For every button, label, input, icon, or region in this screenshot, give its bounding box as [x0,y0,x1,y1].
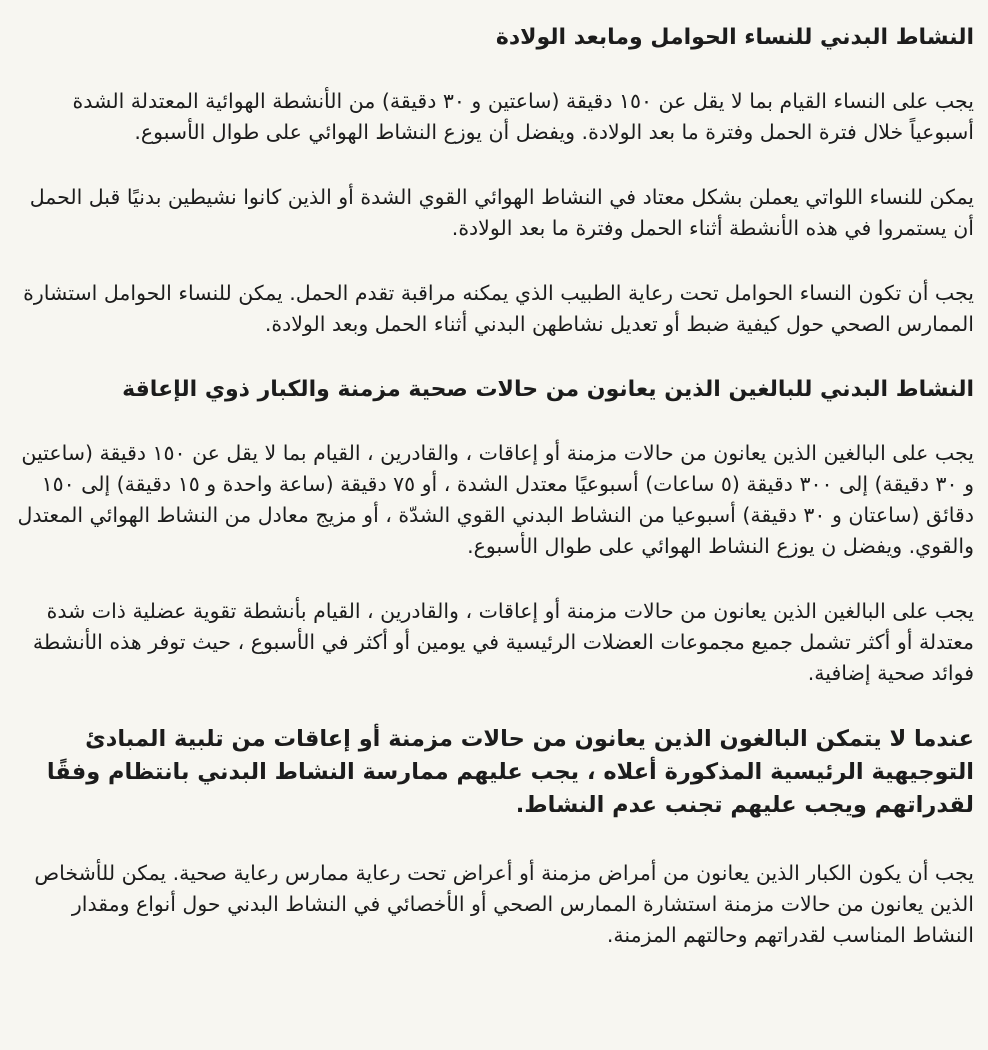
section-heading-pregnancy: النشاط البدني للنساء الحوامل ومابعد الولادة [495,25,974,50]
section-heading-when-unable: عندما لا يتمكن البالغون الذين يعانون من حالات مزمنة أو إعاقات من تلبية المبادئ التوجيهية الرئيسية المذكورة أعلاه ، يجب عليهم ممارسة النشاط البدني بانتظام وفقًا لقدراتهم ويجب عليهم تجنب عدم النشاط. [46,726,974,818]
section-heading-chronic-conditions: النشاط البدني للبالغين الذين يعانون من حالات صحية مزمنة والكبار ذوي الإعاقة [122,377,974,402]
paragraph-chronic-2: يجب على البالغين الذين يعانون من حالات مزمنة أو إعاقات ، والقادرين ، القيام بأنشطة تقوية عضلية ذات شدة معتدلة أو أكثر تشمل جميع مجموعات العضلات الرئيسية في يومين أو أكثر في الأسبوع ، حيث توفر هذه الأنشطة فوائد صحية إضافية. [32,599,974,685]
paragraph-pregnancy-1: يجب على النساء القيام بما لا يقل عن ١٥٠ دقيقة (ساعتين و ٣٠ دقيقة) من الأنشطة الهوائية المعتدلة الشدة أسبوعياً خلال فترة الحمل وفترة ما بعد الولادة. ويفضل أن يوزع النشاط الهوائي على طوال الأسبوع. [72,89,974,144]
paragraph-when-unable-1: يجب أن يكون الكبار الذين يعانون من أمراض مزمنة أو أعراض تحت رعاية ممارس رعاية صحية. يمكن للأشخاص الذين يعانون من حالات مزمنة استشارة الممارس الصحي أو الأخصائي في النشاط البدني حول أنواع ومقدار النشاط المناسب لقدراتهم وحالتهم المزمنة. [34,861,974,947]
paragraph-pregnancy-3: يجب أن تكون النساء الحوامل تحت رعاية الطبيب الذي يمكنه مراقبة تقدم الحمل. يمكن للنساء الحوامل استشارة الممارس الصحي حول كيفية ضبط أو تعديل نشاطهن البدني أثناء الحمل وبعد الولادة. [23,281,974,336]
paragraph-chronic-1: يجب على البالغين الذين يعانون من حالات مزمنة أو إعاقات ، والقادرين ، القيام بما لا يقل عن ١٥٠ دقيقة (ساعتين و ٣٠ دقيقة) إلى ٣٠٠ دقيقة (٥ ساعات) أسبوعيًا معتدل الشدة ، أو ٧٥ دقيقة (ساعة واحدة و ١٥ دقيقة) إلى ١٥٠ دقائق (ساعتان و ٣٠ دقيقة) أسبوعيا من النشاط البدني القوي الشدّة ، أو مزيج معادل من النشاط الهوائي المعتدل والقوي. ويفضل ن يوزع النشاط الهوائي على طوال الأسبوع. [17,441,974,558]
document-page [14,22,974,985]
paragraph-pregnancy-2: يمكن للنساء اللواتي يعملن بشكل معتاد في النشاط الهوائي القوي الشدة أو الذين كانوا نشيطين بدنيًا قبل الحمل أن يستمروا في هذه الأنشطة أثناء الحمل وفترة ما بعد الولادة. [29,185,974,240]
